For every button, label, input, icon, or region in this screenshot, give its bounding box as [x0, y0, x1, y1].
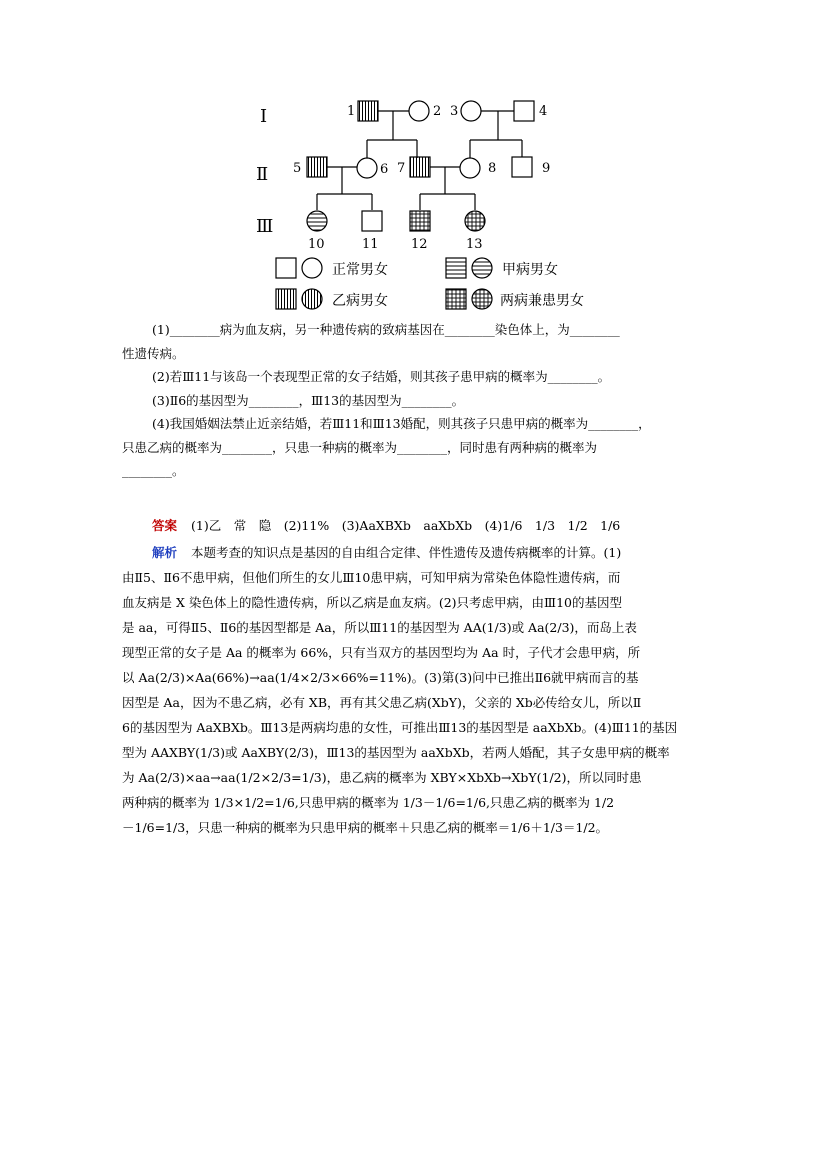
label-2: 2	[433, 104, 442, 119]
individual-4-male-normal	[514, 101, 534, 121]
label-11: 11	[362, 237, 379, 252]
generation-label-2: Ⅱ	[256, 164, 269, 185]
answer-label: 答案	[152, 518, 178, 533]
pedigree-chart	[250, 92, 610, 312]
answer-line	[122, 514, 708, 538]
label-1: 1	[347, 104, 356, 119]
question-4-line-2: 只患乙病的概率为________，只患一种病的概率为________，同时患有两种病的概率为	[122, 439, 598, 455]
explain-line-10: 为 Aa(2/3)×aa→aa(1/2×2/3=1/3)，患乙病的概率为 XBY×XbXb→XbY(1/2)，所以同时患	[122, 770, 642, 785]
explain-label: 解析	[152, 545, 178, 560]
explain-line-7: 因型是 Aa，因为不患乙病，必有 XB，再有其父患乙病(XbY)，父亲的 Xb必传给女儿，所以Ⅱ	[122, 695, 642, 710]
individual-13-female-both	[465, 211, 485, 231]
explain-line-8: 6的基因型为 AaXBXb。Ⅲ13是两病均患的女性，可推出Ⅲ13的基因型是 aaXbXb。(4)Ⅲ11的基因	[122, 720, 678, 735]
individual-1-male-disease-b	[358, 101, 378, 121]
label-9: 9	[542, 161, 551, 176]
question-4-line-1: (4)我国婚姻法禁止近亲结婚，若Ⅲ11和Ⅲ13婚配，则其孩子只患甲病的概率为________，	[152, 416, 651, 431]
explain-line-5: 现型正常的女子是 Aa 的概率为 66%，只有当双方的基因型均为 Aa 时，子代才会患甲病，所	[122, 645, 641, 660]
label-3: 3	[450, 104, 459, 119]
explain-line-12: －1/6=1/3，只患一种病的概率为只患甲病的概率＋只患乙病的概率＝1/6＋1/3＝1/2。	[122, 820, 609, 835]
legend-both-label: 两病兼患男女	[500, 293, 584, 309]
individual-12-male-both	[410, 211, 430, 231]
label-4: 4	[539, 104, 548, 119]
legend-disease-b-female-icon	[302, 289, 322, 309]
answer-text: (1)乙 常 隐 (2)11% (3)AaXBXb aaXbXb (4)1/6 1/3 1/2 1/6	[191, 518, 621, 533]
individual-10-female-disease-a	[307, 211, 327, 231]
legend-normal-label: 正常男女	[332, 262, 388, 278]
individual-6-female-normal	[357, 158, 377, 178]
label-8: 8	[488, 161, 497, 176]
legend-disease-b-male-icon	[276, 289, 296, 309]
label-6: 6	[380, 162, 389, 177]
explain-line-1: 本题考查的知识点是基因的自由组合定律、伴性遗传及遗传病概率的计算。(1)	[191, 545, 622, 560]
legend-disease-a-male-icon	[446, 258, 466, 278]
generation-label-3: Ⅲ	[256, 216, 274, 237]
question-1-line-2: 性遗传病。	[122, 345, 185, 361]
individual-8-female-normal	[460, 158, 480, 178]
question-2: (2)若Ⅲ11与该岛一个表现型正常的女子结婚，则其孩子患甲病的概率为________。	[152, 369, 611, 384]
generation-label-1: Ⅰ	[260, 106, 268, 127]
label-13: 13	[466, 237, 483, 252]
explain-line-3: 血友病是 X 染色体上的隐性遗传病，所以乙病是血友病。(2)只考虑甲病，由Ⅲ10的基因型	[122, 595, 623, 610]
individual-3-female-normal	[461, 101, 481, 121]
questions-block	[122, 318, 708, 483]
explain-line-2: 由Ⅱ5、Ⅱ6不患甲病，但他们所生的女儿Ⅲ10患甲病，可知甲病为常染色体隐性遗传病，而	[122, 570, 621, 585]
legend-disease-b-label: 乙病男女	[332, 293, 388, 309]
question-4-line-3: ________。	[122, 463, 185, 478]
legend-disease-a-female-icon	[472, 258, 492, 278]
legend-both-male-icon	[446, 289, 466, 309]
legend-disease-a-label: 甲病男女	[502, 262, 558, 278]
individual-11-male-normal	[362, 211, 382, 231]
individual-9-male-normal	[512, 157, 532, 177]
explanation-block	[122, 540, 708, 840]
label-5: 5	[293, 161, 302, 176]
question-3: (3)Ⅱ6的基因型为________，Ⅲ13的基因型为________。	[152, 392, 465, 408]
explain-line-11: 两种病的概率为 1/3×1/2=1/6,只患甲病的概率为 1/3－1/6=1/6,只患乙病的概率为 1/2	[122, 795, 615, 810]
explain-line-9: 型为 AAXBY(1/3)或 AaXBY(2/3)，Ⅲ13的基因型为 aaXbXb，若两人婚配，其子女患甲病的概率	[122, 745, 670, 760]
legend-normal-male-icon	[276, 258, 296, 278]
legend	[276, 258, 584, 309]
individual-2-female-normal	[409, 101, 429, 121]
explain-line-6: 以 Aa(2/3)×Aa(66%)→aa(1/4×2/3×66%=11%)。(3)第(3)问中已推出Ⅱ6就甲病而言的基	[122, 670, 639, 685]
question-1-line-1: (1)________病为血友病，另一种遗传病的致病基因在________染色体上，为________	[152, 322, 620, 337]
label-12: 12	[411, 237, 428, 252]
legend-normal-female-icon	[302, 258, 322, 278]
individual-5-male-disease-b	[307, 157, 327, 177]
label-10: 10	[308, 237, 325, 252]
individual-7-male-disease-b	[410, 157, 430, 177]
label-7: 7	[397, 161, 406, 176]
explain-line-4: 是 aa，可得Ⅱ5、Ⅱ6的基因型都是 Aa，所以Ⅲ11的基因型为 AA(1/3)或 Aa(2/3)，而岛上表	[122, 620, 637, 635]
legend-both-female-icon	[472, 289, 492, 309]
